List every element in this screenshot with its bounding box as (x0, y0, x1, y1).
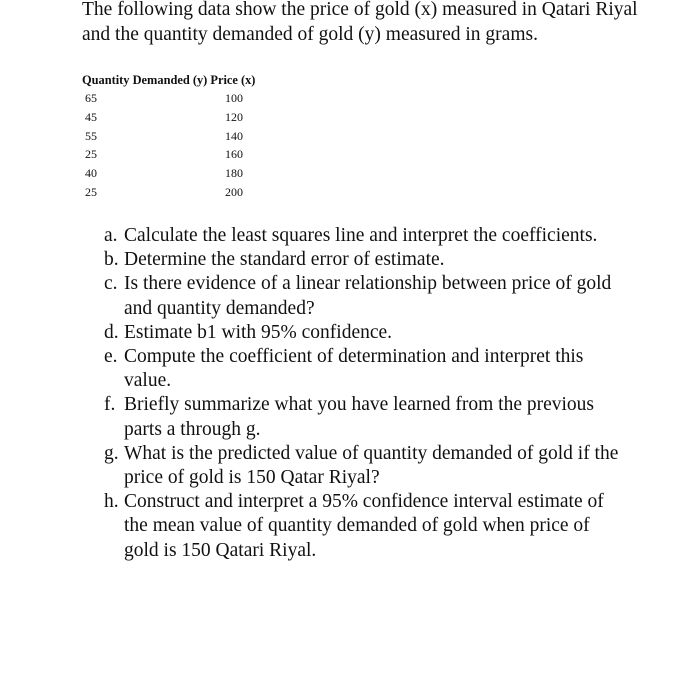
question-text: Construct and interpret a 95% confidence interval estimate of the mean value of quantity demanded of gold when price of gold is 150 Qatari Riyal. (124, 491, 604, 561)
question-item (104, 345, 624, 393)
question-letter: c. (104, 273, 118, 295)
question-text: Determine the standard error of estimate. (124, 249, 445, 271)
price-cell: 140 (225, 128, 243, 143)
question-item (104, 272, 624, 320)
question-text: What is the predicted value of quantity demanded of gold if the price of gold is 150 Qatar Riyal? (124, 442, 619, 489)
table-row (82, 108, 302, 127)
quantity-cell: 55 (85, 128, 97, 143)
quantity-cell: 25 (85, 184, 97, 199)
table-row (82, 183, 302, 202)
question-letter: a. (104, 225, 118, 246)
quantity-cell: 45 (85, 109, 97, 124)
table-header: Quantity Demanded (y) Price (x) (82, 73, 256, 87)
table-row (82, 164, 302, 183)
question-letter: f. (104, 394, 116, 416)
question-text: Briefly summarize what you have learned from the previous parts a through g. (124, 394, 595, 440)
quantity-cell: 25 (85, 147, 97, 162)
question-list (104, 224, 624, 563)
question-item (104, 490, 624, 563)
table-row (82, 145, 302, 164)
price-cell: 160 (225, 147, 243, 162)
question-item (104, 442, 624, 490)
price-cell: 180 (225, 166, 243, 181)
question-text: Calculate the least squares line and interpret the coefficients. (124, 225, 598, 246)
question-text: Estimate b1 with 95% confidence. (124, 321, 393, 343)
price-cell: 120 (225, 109, 243, 124)
question-letter: d. (104, 321, 119, 343)
question-letter: b. (104, 249, 119, 271)
price-cell: 100 (225, 91, 243, 105)
question-text: Compute the coefficient of determination and interpret this value. (124, 346, 584, 392)
question-item (104, 321, 624, 345)
question-item (104, 393, 624, 441)
quantity-cell: 40 (85, 166, 97, 181)
question-letter: e. (104, 346, 118, 368)
table-row (82, 127, 302, 146)
price-cell: 200 (225, 184, 243, 199)
problem-intro: The following data show the price of gold (x) measured in Qatari Riyal and the quantity demanded of gold (y) measured in grams. (82, 0, 638, 45)
quantity-cell: 65 (85, 91, 97, 105)
table-row (82, 89, 302, 108)
question-item (104, 248, 624, 272)
question-text: Is there evidence of a linear relationship between price of gold and quantity demanded? (124, 273, 612, 319)
question-item (104, 224, 624, 248)
question-letter: h. (104, 491, 119, 513)
data-table (82, 71, 302, 202)
question-letter: g. (104, 442, 119, 464)
